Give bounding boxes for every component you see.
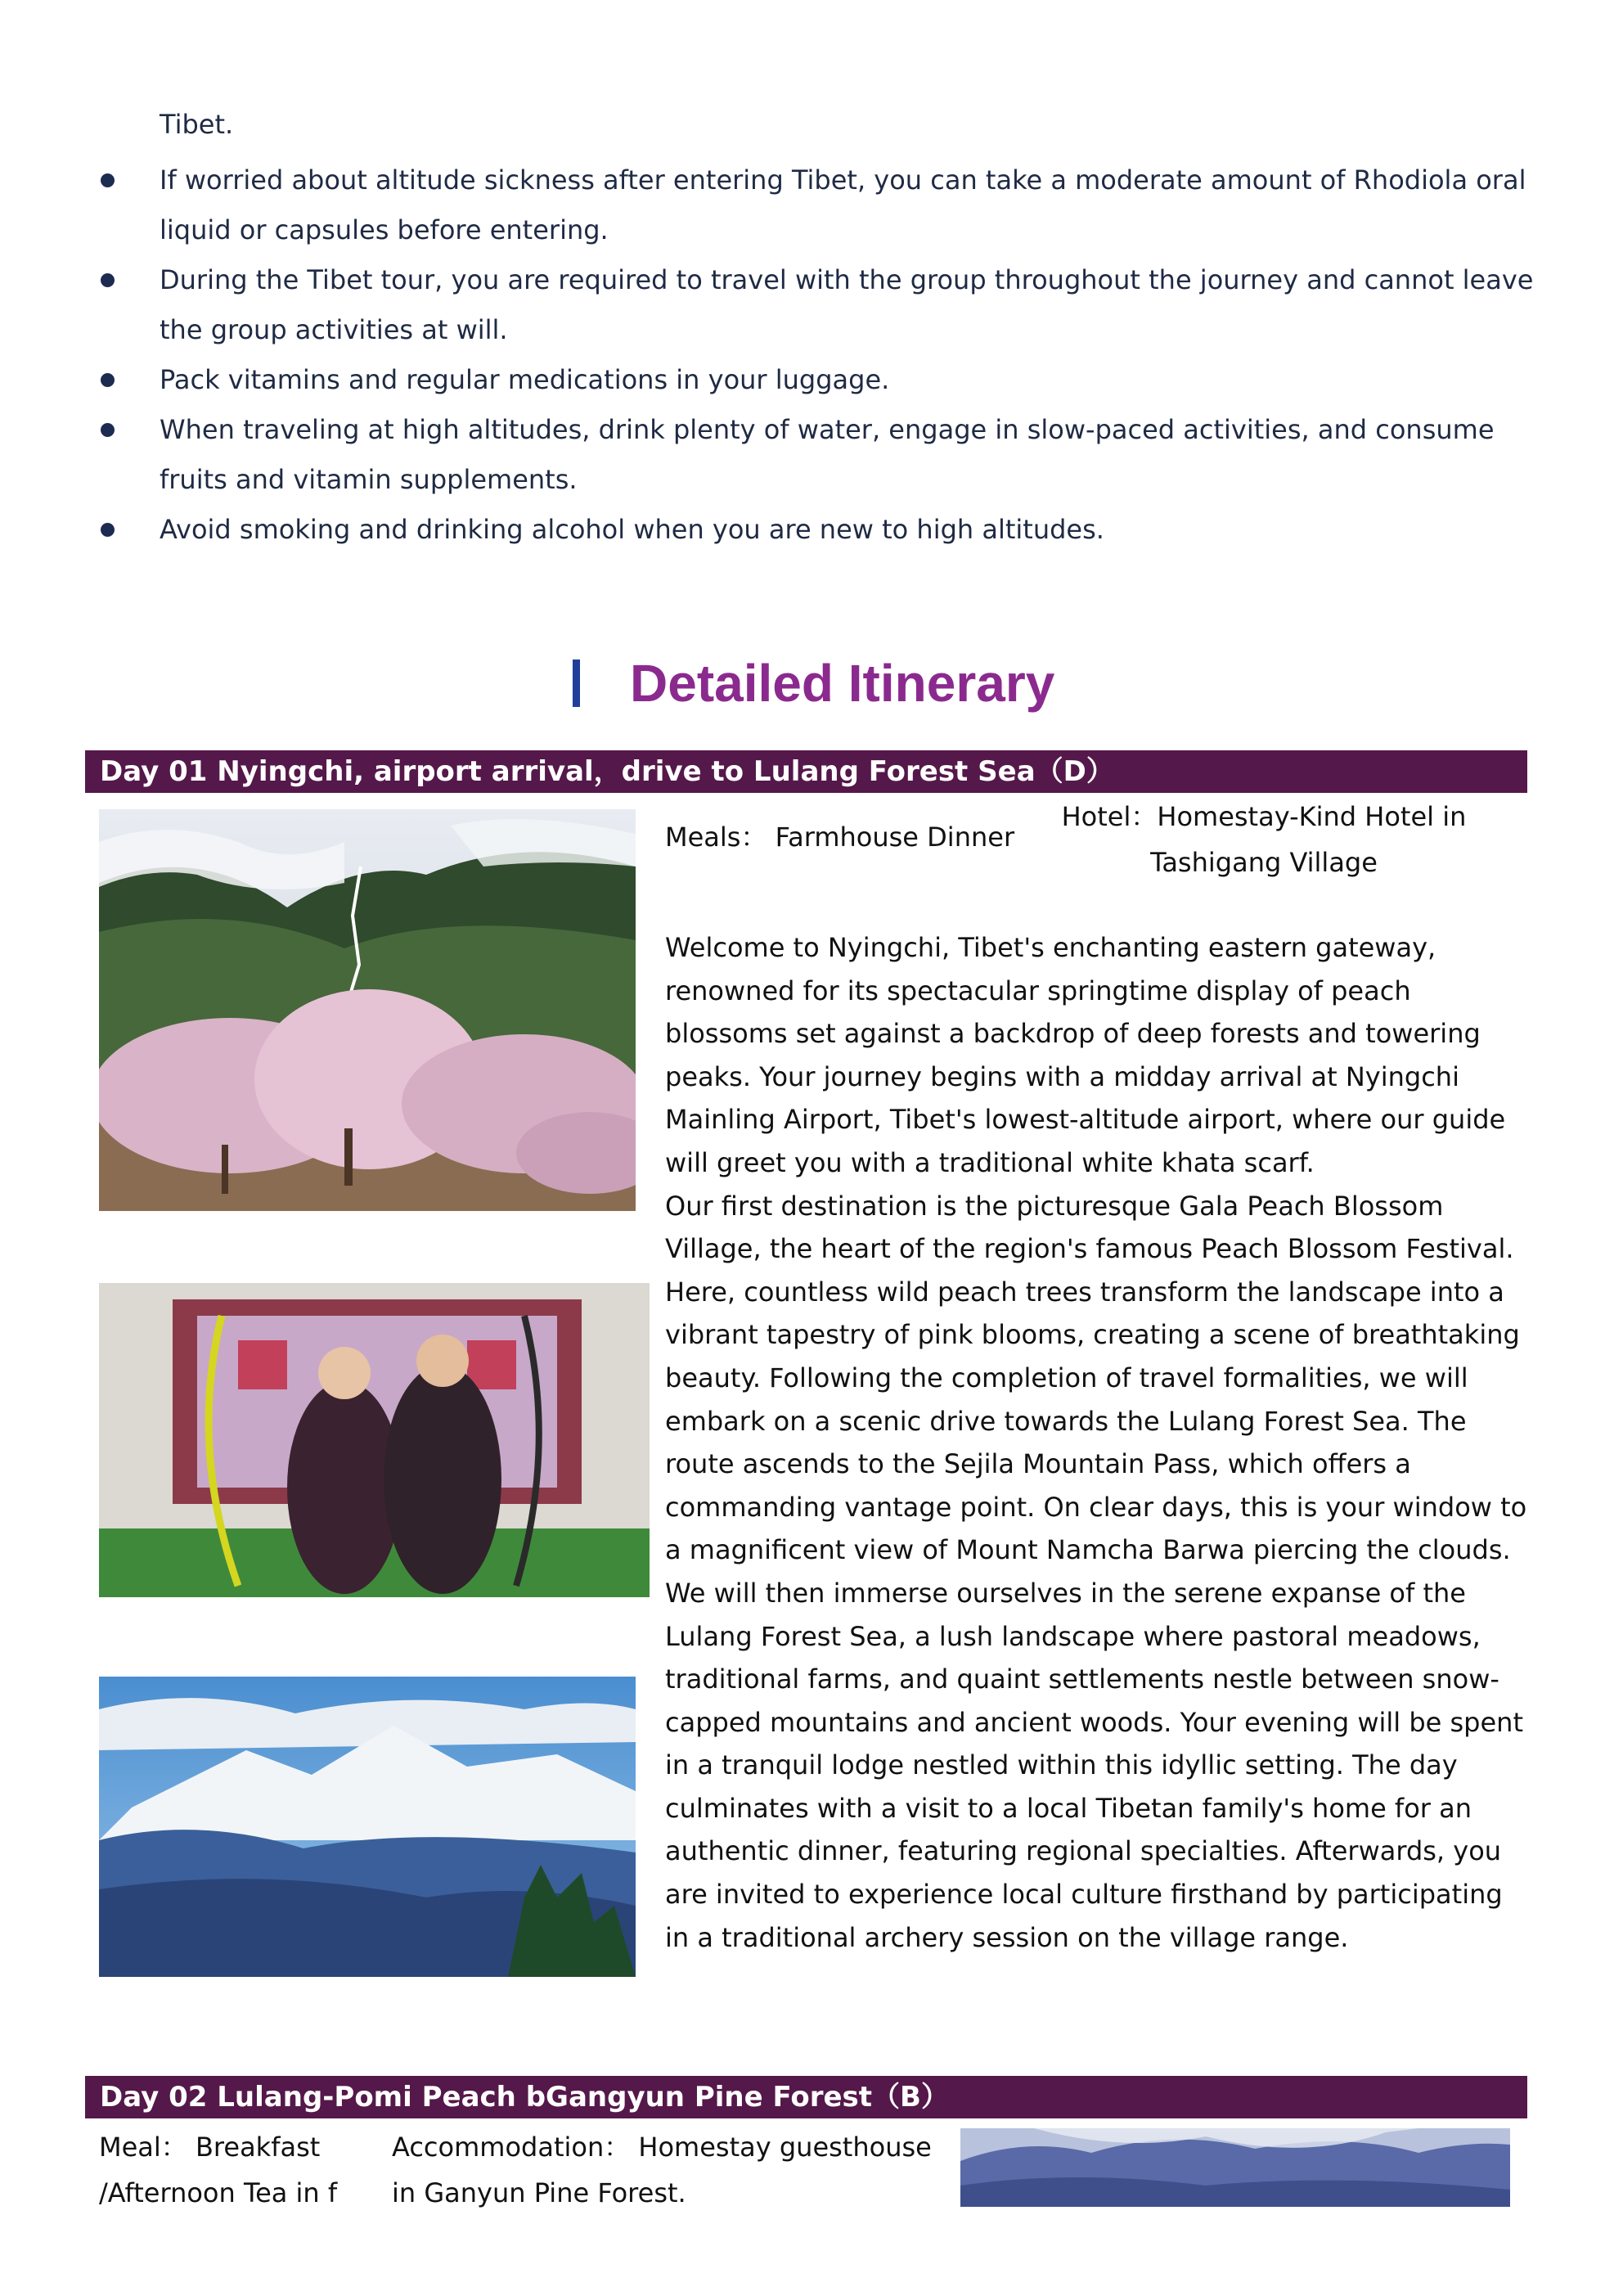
section-heading (573, 646, 1054, 720)
day1-hotel: Hotel：Homestay-Kind Hotel in Tashigang Village (1061, 801, 1467, 878)
day2-accommodation: Accommodation： Homestay guesthouse in Ganyun Pine Forest. (392, 2132, 932, 2208)
day2-photo (960, 2128, 1510, 2207)
day1-paragraph: Our first destination is the picturesque Gala Peach Blossom Village, the heart of the region's famous Peach Blossom Festival. Here, countless wild peach trees transform the landscape into a vibrant tapestry of pink blooms, creating a scene of breathtaking beauty. Following the completion of travel formalities, we will embark on a scenic drive towards the Lulang Forest Sea. The route ascends to the Sejila Mountain Pass, which offers a commanding vantage point. On clear days, this is your window to a magnificent view of Mount Namcha Barwa piercing the clouds. (665, 1190, 1527, 1566)
day1-paragraph: Welcome to Nyingchi, Tibet's enchanting eastern gateway, renowned for its spectacular springtime display of peach blossoms set against a backdrop of deep forests and towering peaks. Your journey begins with a midday arrival at Nyingchi Mainling Airport, Tibet's lowest-altitude airport, where our guide will greet you with a traditional white khata scarf. (665, 932, 1506, 1178)
bullet-dot-icon (101, 373, 115, 387)
heading-bar-icon (573, 660, 580, 707)
list-item (98, 405, 1554, 505)
list-item (98, 155, 1554, 255)
peach-blossom-photo (99, 809, 636, 1211)
tip-text: Pack vitamins and regular medications in your luggage. (160, 364, 890, 395)
list-item (98, 255, 1554, 355)
list-item (98, 355, 1554, 405)
day1-meals: Meals： Farmhouse Dinner (665, 822, 1015, 853)
day2-meal: Meal： Breakfast /Afternoon Tea in f (99, 2132, 338, 2208)
tip-text: If worried about altitude sickness after entering Tibet, you can take a moderate amount of Rhodiola oral liquid or capsules before entering. (160, 164, 1526, 245)
day2-header: Day 02 Lulang-Pomi Peach bGangyun Pine Forest（B） (85, 2076, 1527, 2118)
bullet-dot-icon (101, 273, 115, 287)
bullet-dot-icon (101, 173, 115, 187)
bullet-dot-icon (101, 523, 115, 537)
tips-bullet-list (98, 155, 1554, 555)
tip-text: During the Tibet tour, you are required to travel with the group throughout the journey and cannot leave the group activities at will. (160, 264, 1534, 345)
page-title: Detailed Itinerary (630, 654, 1055, 713)
archery-photo (99, 1283, 650, 1597)
day1-paragraph: We will then immerse ourselves in the serene expanse of the Lulang Forest Sea, a lush landscape where pastoral meadows, traditional farms, and quaint settlements nestle between snow-capped mountains and ancient woods. Your evening will be spent in a tranquil lodge nestled within this idyllic setting. The day culminates with a visit to a local Tibetan family's home for an authentic dinner, featuring regional specialties. Afterwards, you are invited to experience local culture firsthand by participating in a traditional archery session on the village range. (665, 1577, 1523, 1953)
day1-description (665, 926, 1532, 1959)
list-item (98, 505, 1554, 555)
tip-text: Avoid smoking and drinking alcohol when you are new to high altitudes. (160, 514, 1104, 545)
tip-continuation: Tibet. (160, 109, 234, 140)
bullet-dot-icon (101, 423, 115, 437)
day1-header: Day 01 Nyingchi, airport arrival，drive to Lulang Forest Sea（D） (85, 750, 1527, 793)
snow-mountain-photo (99, 1677, 636, 1977)
tip-text: When traveling at high altitudes, drink plenty of water, engage in slow-paced activities, and consume fruits and vitamin supplements. (160, 414, 1495, 495)
